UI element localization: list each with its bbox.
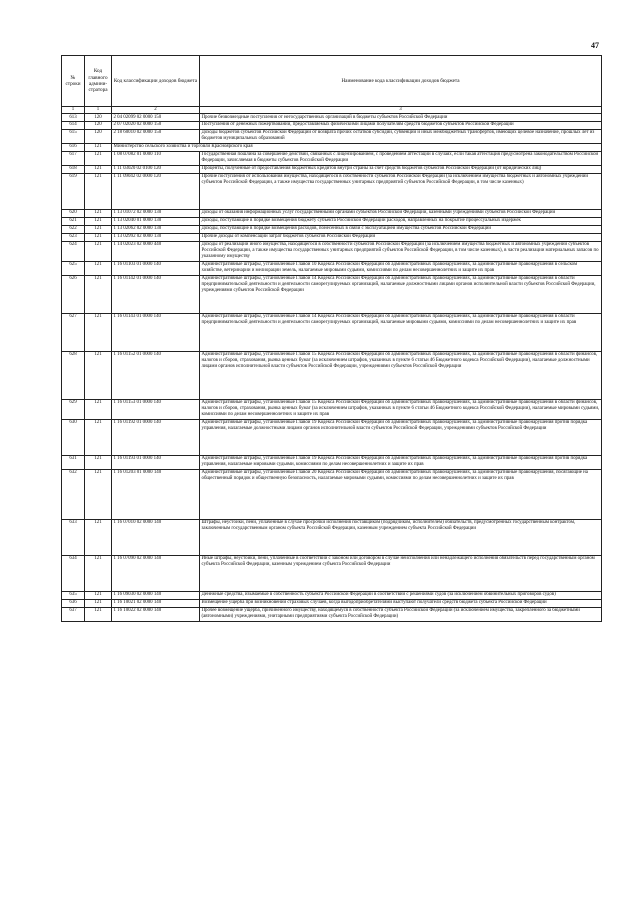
row-number: 619 bbox=[62, 173, 85, 209]
row-number: 626 bbox=[62, 275, 85, 313]
classification-code: 1 16 07010 02 0000 140 bbox=[112, 519, 200, 555]
table-row bbox=[62, 151, 602, 165]
table-row bbox=[62, 261, 602, 275]
table-row bbox=[62, 225, 602, 233]
admin-code: 121 bbox=[85, 419, 112, 455]
row-number: 630 bbox=[62, 419, 85, 455]
admin-code: 120 bbox=[85, 129, 112, 143]
code-name: Штрафы, неустойки, пени, уплаченные в случае просрочки исполнения поставщиком (подрядчиком, исполнителем) обязательств, предусмотренных государственным контрактом, заключенным государственным органом субъекта Российской Федерации, казенным учреждением субъекта Российской Федерации bbox=[200, 519, 602, 555]
admin-code: 121 bbox=[85, 241, 112, 261]
classification-code: 1 13 01072 02 0000 130 bbox=[112, 209, 200, 217]
code-name: Прочие безвозмездные поступления от негосударственных организаций в бюджеты субъектов Российской Федерации bbox=[200, 114, 602, 122]
table-row bbox=[62, 114, 602, 122]
table-row bbox=[62, 275, 602, 313]
section-title: Министерство сельского хозяйства и торговли Красноярского края bbox=[112, 143, 602, 151]
admin-code: 121 bbox=[85, 233, 112, 241]
classification-code: 1 13 02062 02 0000 130 bbox=[112, 225, 200, 233]
admin-code: 120 bbox=[85, 121, 112, 129]
table-row bbox=[62, 607, 602, 621]
code-name: Доходы, поступающие в порядке возмещения бюджету субъекта Российской Федерации расходов, направленных на покрытие процессуальных издержек bbox=[200, 217, 602, 225]
classification-code: 1 16 01103 01 0000 140 bbox=[112, 261, 200, 275]
table-row bbox=[62, 121, 602, 129]
header-row-number: № строки bbox=[62, 56, 85, 107]
admin-code: 121 bbox=[85, 209, 112, 217]
code-name: Административные штрафы, установленные Главой 10 Кодекса Российской Федерации об административных правонарушениях, за административные правонарушения в сельском хозяйстве, ветеринарии и мелиорации земель, налагаемые мировыми судьями, комиссиями по делам несовершеннолетних и защите их прав bbox=[200, 261, 602, 275]
admin-code: 121 bbox=[85, 399, 112, 419]
admin-code: 121 bbox=[85, 217, 112, 225]
classification-code: 1 16 01152 01 0000 140 bbox=[112, 351, 200, 399]
row-number: 616 bbox=[62, 143, 85, 151]
admin-code: 120 bbox=[85, 114, 112, 122]
admin-code: 121 bbox=[85, 143, 112, 151]
classification-code: 2 18 60010 02 0000 150 bbox=[112, 129, 200, 143]
classification-code: 2 04 02099 02 0000 150 bbox=[112, 114, 200, 122]
code-name: Административные штрафы, установленные Главой 15 Кодекса Российской Федерации об административных правонарушениях, за административные правонарушения в области финансов, налогов и сборов, страхования, рынка ценных бумаг (за исключением штрафов, указанных в пункте 6 статьи 46 Бюджетного кодекса Российской Федерации), налагаемые мировыми судьями, комиссиями по делам несовершеннолетних и защите их прав bbox=[200, 399, 602, 419]
row-number: 636 bbox=[62, 599, 85, 607]
budget-revenue-table bbox=[61, 55, 602, 622]
table-row bbox=[62, 599, 602, 607]
column-index-2: 2 bbox=[112, 107, 200, 114]
code-name: Административные штрафы, установленные Главой 19 Кодекса Российской Федерации об административных правонарушениях, за административные правонарушения против порядка управления, налагаемые мировыми судьями, комиссиями по делам несовершеннолетних и защите их прав bbox=[200, 455, 602, 469]
classification-code: 1 16 01143 01 0000 140 bbox=[112, 313, 200, 351]
row-number: 614 bbox=[62, 121, 85, 129]
code-name: Доходы, поступающие в порядке возмещения расходов, понесенных в связи с эксплуатацией имущества субъектов Российской Федерации bbox=[200, 225, 602, 233]
classification-code: 1 16 10022 02 0000 140 bbox=[112, 607, 200, 621]
table-row bbox=[62, 217, 602, 225]
classification-code: 1 08 07082 01 0000 110 bbox=[112, 151, 200, 165]
row-number: 617 bbox=[62, 151, 85, 165]
table-header-row bbox=[62, 56, 602, 107]
code-name: Проценты, полученные от предоставления бюджетных кредитов внутри страны за счет средств бюджетов субъектов Российской Федерации (от юридических лиц) bbox=[200, 165, 602, 173]
classification-code: 1 16 01192 01 0000 140 bbox=[112, 419, 200, 455]
row-number: 620 bbox=[62, 209, 85, 217]
classification-code: 1 16 01203 01 0000 140 bbox=[112, 469, 200, 519]
row-number: 613 bbox=[62, 114, 85, 122]
row-number: 615 bbox=[62, 129, 85, 143]
table-row bbox=[62, 519, 602, 555]
admin-code: 121 bbox=[85, 261, 112, 275]
classification-code: 2 07 02020 02 0000 150 bbox=[112, 121, 200, 129]
code-name: Административные штрафы, установленные Главой 14 Кодекса Российской Федерации об административных правонарушениях, за административные правонарушения в области предпринимательской деятельности и деятельности саморегулируемых организаций, налагаемые мировыми судьями, комиссиями по делам несовершеннолетних и защите их прав bbox=[200, 313, 602, 351]
table-row bbox=[62, 455, 602, 469]
admin-code: 121 bbox=[85, 351, 112, 399]
code-name: Денежные средства, изымаемые в собственность субъекта Российской Федерации в соответствии с решениями судов (за исключением обвинительных приговоров судов) bbox=[200, 591, 602, 599]
table-row bbox=[62, 555, 602, 591]
admin-code: 121 bbox=[85, 455, 112, 469]
row-number: 618 bbox=[62, 165, 85, 173]
table-row bbox=[62, 351, 602, 399]
admin-code: 121 bbox=[85, 151, 112, 165]
admin-code: 121 bbox=[85, 173, 112, 209]
admin-code: 121 bbox=[85, 225, 112, 233]
table-row bbox=[62, 419, 602, 455]
column-index-1: 1 bbox=[62, 107, 85, 114]
row-number: 635 bbox=[62, 591, 85, 599]
table-row bbox=[62, 129, 602, 143]
admin-code: 121 bbox=[85, 313, 112, 351]
table-row bbox=[62, 233, 602, 241]
classification-code: 1 16 01153 01 0000 140 bbox=[112, 399, 200, 419]
code-name: Государственная пошлина за совершение действий, связанных с лицензированием, с проведением аттестации в случаях, если такая аттестация предусмотрена законодательством Российской Федерации, зачисляемая в бюджеты субъектов Российской Федерации bbox=[200, 151, 602, 165]
table-row bbox=[62, 209, 602, 217]
code-name: Административные штрафы, установленные Главой 15 Кодекса Российской Федерации об административных правонарушениях, за административные правонарушения в области финансов, налогов и сборов, страхования, рынка ценных бумаг (за исключением штрафов, указанных в пункте 6 статьи 46 Бюджетного кодекса Российской Федерации), налагаемые должностными лицами органов исполнительной власти субъектов Российской Федерации, учреждениями субъектов Российской Федерации bbox=[200, 351, 602, 399]
code-name: Прочие доходы от компенсации затрат бюджетов субъектов Российской Федерации bbox=[200, 233, 602, 241]
classification-code: 1 13 02040 01 0000 130 bbox=[112, 217, 200, 225]
row-number: 627 bbox=[62, 313, 85, 351]
code-name: Прочие поступления от использования имущества, находящегося в собственности субъектов Российской Федерации (за исключением имущества бюджетных и автономных учреждений субъектов Российской Федерации, а также имущества государственных унитарных предприятий субъектов Российской Федерации, в том числе казенных) bbox=[200, 173, 602, 209]
code-name: Административные штрафы, установленные Главой 19 Кодекса Российской Федерации об административных правонарушениях, за административные правонарушения против порядка управления, налагаемые должностными лицами органов исполнительной власти субъектов Российской Федерации, учреждениями субъектов Российской Федерации bbox=[200, 419, 602, 455]
page-number: 47 bbox=[591, 41, 599, 50]
header-code-name: Наименование кода классификации доходов бюджета bbox=[200, 56, 602, 107]
admin-code: 121 bbox=[85, 607, 112, 621]
classification-code: 1 16 10021 02 0000 140 bbox=[112, 599, 200, 607]
row-number: 625 bbox=[62, 261, 85, 275]
classification-code: 1 16 09030 02 0000 140 bbox=[112, 591, 200, 599]
row-number: 634 bbox=[62, 555, 85, 591]
header-classification-code: Код классификации доходов бюджета bbox=[112, 56, 200, 107]
table-row bbox=[62, 313, 602, 351]
code-name: Возмещение ущерба при возникновении страховых случаев, когда выгодоприобретателями выступают получатели средств бюджета субъекта Российской Федерации bbox=[200, 599, 602, 607]
classification-code: 1 16 01142 01 0000 140 bbox=[112, 275, 200, 313]
classification-code: 1 13 02992 02 0000 130 bbox=[112, 233, 200, 241]
code-name: Поступления от денежных пожертвований, предоставляемых физическими лицами получателям средств бюджетов субъектов Российской Федерации bbox=[200, 121, 602, 129]
code-name: Иные штрафы, неустойки, пени, уплаченные в соответствии с законом или договором в случае неисполнения или ненадлежащего исполнения обязательств перед государственным органом субъекта Российской Федерации, казенным учреждением субъекта Российской Федерации bbox=[200, 555, 602, 591]
header-admin-code: Код главного админи-стратора bbox=[85, 56, 112, 107]
code-name: Прочее возмещение ущерба, причиненного имуществу, находящемуся в собственности субъекта Российской Федерации (за исключением имущества, закрепленного за бюджетными (автономными) учреждениями, унитарными предприятиями субъекта Российской Федерации) bbox=[200, 607, 602, 621]
code-name: Доходы от реализации иного имущества, находящегося в собственности субъектов Российской Федерации (за исключением имущества бюджетных и автономных учреждений субъектов Российской Федерации, а также имущества государственных унитарных предприятий субъектов Российской Федерации, в том числе казенных), в части реализации материальных запасов по указанному имуществу bbox=[200, 241, 602, 261]
table-row bbox=[62, 165, 602, 173]
classification-code: 1 11 03020 02 0100 120 bbox=[112, 165, 200, 173]
row-number: 623 bbox=[62, 233, 85, 241]
row-number: 624 bbox=[62, 241, 85, 261]
code-name: Административные штрафы, установленные Главой 20 Кодекса Российской Федерации об административных правонарушениях, за административные правонарушения, посягающие на общественный порядок и общественную безопасность, налагаемые мировыми судьями, комиссиями по делам несовершеннолетних и защите их прав bbox=[200, 469, 602, 519]
row-number: 637 bbox=[62, 607, 85, 621]
classification-code: 1 11 09042 02 0000 120 bbox=[112, 173, 200, 209]
admin-code: 121 bbox=[85, 275, 112, 313]
admin-code: 121 bbox=[85, 165, 112, 173]
table-row bbox=[62, 469, 602, 519]
admin-code: 121 bbox=[85, 599, 112, 607]
admin-code: 121 bbox=[85, 555, 112, 591]
row-number: 633 bbox=[62, 519, 85, 555]
row-number: 629 bbox=[62, 399, 85, 419]
row-number: 621 bbox=[62, 217, 85, 225]
row-number: 632 bbox=[62, 469, 85, 519]
column-index-row bbox=[62, 107, 602, 114]
classification-code: 1 14 02023 02 0000 440 bbox=[112, 241, 200, 261]
column-index-3: 3 bbox=[200, 107, 602, 114]
admin-code: 121 bbox=[85, 591, 112, 599]
code-name: Доходы от оказания информационных услуг государственными органами субъектов Российской Федерации, казенными учреждениями субъектов Российской Федерации bbox=[200, 209, 602, 217]
table-row bbox=[62, 591, 602, 599]
admin-code: 121 bbox=[85, 469, 112, 519]
table-row bbox=[62, 399, 602, 419]
code-name: Административные штрафы, установленные Главой 14 Кодекса Российской Федерации об административных правонарушениях, за административные правонарушения в области предпринимательской деятельности и деятельности саморегулируемых организаций, налагаемые должностными лицами органов исполнительной власти субъектов Российской Федерации, учреждениями субъектов Российской Федерации bbox=[200, 275, 602, 313]
code-name: Доходы бюджетов субъектов Российской Федерации от возврата прочих остатков субсидий, субвенций и иных межбюджетных трансфертов, имеющих целевое назначение, прошлых лет из бюджетов муниципальных образований bbox=[200, 129, 602, 143]
row-number: 622 bbox=[62, 225, 85, 233]
classification-code: 1 16 07090 02 0000 140 bbox=[112, 555, 200, 591]
column-index-1b: 1 bbox=[85, 107, 112, 114]
classification-code: 1 16 01193 01 0000 140 bbox=[112, 455, 200, 469]
table-row bbox=[62, 143, 602, 151]
row-number: 631 bbox=[62, 455, 85, 469]
table-row bbox=[62, 241, 602, 261]
table-row bbox=[62, 173, 602, 209]
admin-code: 121 bbox=[85, 519, 112, 555]
row-number: 628 bbox=[62, 351, 85, 399]
